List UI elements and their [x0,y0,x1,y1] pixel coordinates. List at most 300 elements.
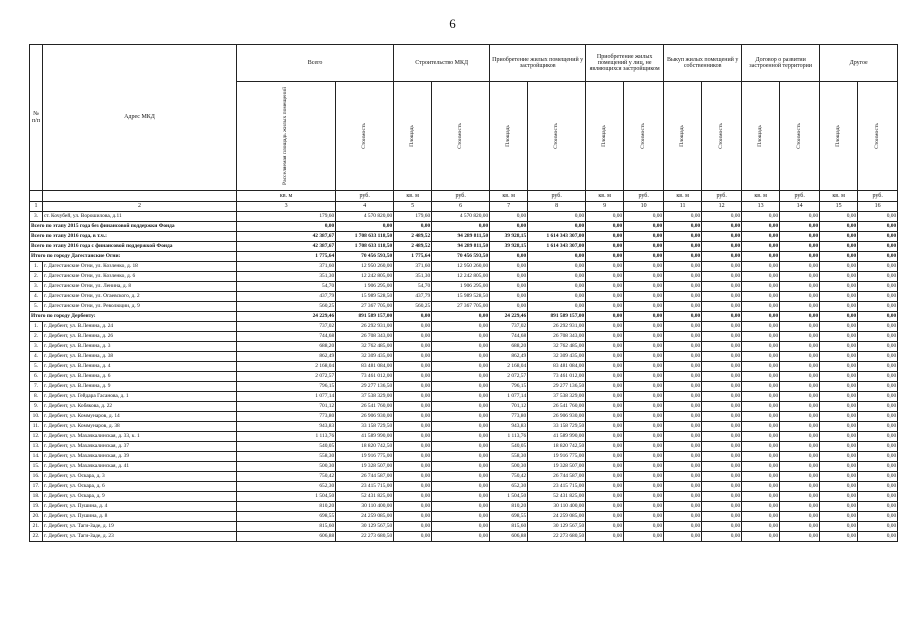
area-value: 1 077,14 [237,392,336,402]
cost-value: 0,00 [858,482,898,492]
table-row [30,462,898,472]
cost-value: 0,00 [858,452,898,462]
unit-area: кв. м [394,191,432,202]
cost-value: 27 367 705,00 [336,302,394,312]
area-value: 810,20 [490,502,528,512]
area-value: 0,00 [490,292,528,302]
area-value: 652,30 [237,482,336,492]
area-value: 0,00 [742,502,780,512]
cost-value: 0,00 [528,262,586,272]
area-value: 0,00 [664,492,702,502]
row-number: 16. [30,472,43,482]
cost-value: 41 589 990,00 [336,432,394,442]
table-row [30,272,898,282]
cost-value: 0,00 [624,512,664,522]
cost-value: 0,00 [702,222,742,232]
area-value: 0,00 [394,312,432,322]
cost-value: 26 744 587,00 [336,472,394,482]
area-value: 0,00 [237,222,336,232]
cost-value: 0,00 [432,422,490,432]
area-value: 0,00 [586,472,624,482]
area-value: 0,00 [820,232,858,242]
area-value: 0,00 [742,302,780,312]
cost-value: 0,00 [624,452,664,462]
address-cell: г. Дербент, ул. Коммунаров, д. 14 [43,412,237,422]
cost-value: 73 461 012,00 [336,372,394,382]
cost-value: 0,00 [624,502,664,512]
cost-value: 0,00 [624,402,664,412]
row-number: 21. [30,522,43,532]
sub-header-cost: Стоимость [528,82,586,191]
area-value: 0,00 [742,442,780,452]
cost-value: 0,00 [780,462,820,472]
cost-value: 0,00 [624,422,664,432]
table-row [30,492,898,502]
area-value: 0,00 [742,252,780,262]
cost-value: 0,00 [624,232,664,242]
cost-value: 0,00 [702,322,742,332]
address-cell: г. Дербент, ул. В.Ленина, д. 9 [43,382,237,392]
area-value: 0,00 [586,352,624,362]
cost-value: 0,00 [858,412,898,422]
address-cell: г. Дербент, ул. Оскара, д. 9 [43,492,237,502]
area-value: 500,30 [237,462,336,472]
cost-value: 1 708 633 118,50 [336,242,394,252]
cost-value: 1 614 343 307,00 [528,232,586,242]
cost-value: 0,00 [780,522,820,532]
cost-value: 0,00 [624,412,664,422]
cost-value: 0,00 [858,352,898,362]
cost-value: 24 259 085,00 [528,512,586,522]
resettlement-table [29,44,898,542]
address-cell: г. Дербент, ул. Оскара, д. 6 [43,482,237,492]
area-value: 688,20 [237,342,336,352]
cost-value: 0,00 [702,272,742,282]
cost-value: 0,00 [624,332,664,342]
cost-value: 0,00 [528,282,586,292]
cost-value: 0,00 [780,452,820,462]
area-value: 0,00 [742,412,780,422]
cost-value: 0,00 [702,402,742,412]
area-value: 0,00 [394,522,432,532]
table-row [30,402,898,412]
cost-value: 0,00 [624,322,664,332]
area-value: 0,00 [490,282,528,292]
area-value: 0,00 [490,262,528,272]
area-value: 744,68 [490,332,528,342]
cost-value: 0,00 [858,432,898,442]
cost-value: 4 570 820,00 [432,212,490,222]
cost-value: 0,00 [780,322,820,332]
cost-value: 26 708 343,00 [336,332,394,342]
area-value: 0,00 [664,532,702,542]
area-value: 0,00 [742,472,780,482]
group-header-total: Всего [237,45,394,82]
cost-value: 19 328 507,00 [336,462,394,472]
area-value: 0,00 [742,452,780,462]
cost-value: 0,00 [432,332,490,342]
area-value: 0,00 [742,492,780,502]
row-number: 9. [30,402,43,412]
address-cell: г. Дербент, ул. Пушина, д. 8 [43,512,237,522]
sub-header-cost: Стоимость [624,82,664,191]
area-value: 1 504,50 [237,492,336,502]
area-value: 0,00 [742,532,780,542]
area-value: 39 928,15 [490,232,528,242]
area-value: 0,00 [586,302,624,312]
cost-value: 0,00 [702,282,742,292]
area-value: 0,00 [394,432,432,442]
area-value: 1 077,14 [490,392,528,402]
cost-value: 0,00 [858,372,898,382]
cost-value: 26 292 931,00 [336,322,394,332]
table-row [30,522,898,532]
area-value: 0,00 [664,272,702,282]
sub-header-area: Расселяемая площадь жилых помещений [237,82,336,191]
column-index: 4 [336,202,394,212]
cost-value: 29 277 136,50 [528,382,586,392]
area-value: 0,00 [820,302,858,312]
area-value: 0,00 [742,332,780,342]
cost-value: 0,00 [624,292,664,302]
cost-value: 0,00 [624,442,664,452]
cost-value: 22 273 680,50 [336,532,394,542]
cost-value: 0,00 [702,412,742,422]
cost-value: 0,00 [702,252,742,262]
cost-value: 1 906 295,00 [432,282,490,292]
column-index: 11 [664,202,702,212]
area-value: 0,00 [394,372,432,382]
area-value: 540,05 [490,442,528,452]
area-value: 2 168,04 [490,362,528,372]
cost-value: 30 129 567,50 [528,522,586,532]
cost-value: 0,00 [702,432,742,442]
area-value: 0,00 [664,222,702,232]
unit-area: кв. м [742,191,780,202]
group-header-territory: Договор о развитии застроенной территории [742,45,820,82]
column-index: 12 [702,202,742,212]
cost-value: 0,00 [624,222,664,232]
area-value: 0,00 [490,302,528,312]
cost-value: 32 309 435,00 [528,352,586,362]
cost-value: 0,00 [858,222,898,232]
row-number-header: № п/п [30,45,43,191]
address-cell: г. Дербент, ул. В.Ленина, д. 3 [43,342,237,352]
area-value: 1 775,64 [237,252,336,262]
cost-value: 4 570 820,00 [336,212,394,222]
cost-value: 0,00 [702,392,742,402]
address-cell: г. Дербент, ул. В.Ленина, д. 24 [43,322,237,332]
area-value: 698,55 [237,512,336,522]
area-value: 810,20 [237,502,336,512]
area-value: 0,00 [820,292,858,302]
cost-value: 0,00 [432,312,490,322]
cost-value: 0,00 [432,462,490,472]
area-value: 0,00 [742,512,780,522]
area-value: 0,00 [586,232,624,242]
area-value: 0,00 [820,432,858,442]
table-row [30,342,898,352]
area-value: 0,00 [394,502,432,512]
cost-value: 0,00 [780,262,820,272]
cost-value: 0,00 [780,512,820,522]
address-cell: г. Дербент, ул. Махачкалинская, д. 39 [43,452,237,462]
column-index: 6 [432,202,490,212]
cost-value: 0,00 [780,492,820,502]
cost-value: 0,00 [780,362,820,372]
cost-value: 0,00 [432,472,490,482]
row-number: 5. [30,302,43,312]
row-number: 3. [30,342,43,352]
address-cell: г. Дербент, ул. Оскара, д. 3 [43,472,237,482]
cost-value: 0,00 [858,442,898,452]
column-index: 3 [237,202,336,212]
cost-value: 70 456 593,50 [432,252,490,262]
cost-value: 0,00 [858,212,898,222]
table-row [30,332,898,342]
row-number: 11. [30,422,43,432]
cost-value: 0,00 [780,282,820,292]
cost-value: 0,00 [624,372,664,382]
area-value: 24 229,46 [490,312,528,322]
summary-row [30,222,898,232]
column-index: 14 [780,202,820,212]
cost-value: 0,00 [624,362,664,372]
summary-row [30,232,898,242]
area-value: 0,00 [586,222,624,232]
row-number: 10. [30,412,43,422]
area-value: 0,00 [664,242,702,252]
area-value: 0,00 [742,212,780,222]
area-value: 0,00 [820,342,858,352]
area-value: 0,00 [394,222,432,232]
cost-value: 0,00 [432,442,490,452]
area-value: 0,00 [742,312,780,322]
area-value: 0,00 [394,392,432,402]
cost-value: 0,00 [624,262,664,272]
unit-cost: руб. [858,191,898,202]
column-index: 10 [624,202,664,212]
unit-cost: руб. [702,191,742,202]
cost-value: 83 481 084,00 [336,362,394,372]
cost-value: 0,00 [858,252,898,262]
area-value: 0,00 [586,392,624,402]
cost-value: 0,00 [780,442,820,452]
unit-cost: руб. [624,191,664,202]
group-header-non-developers: Приобретение жилых помещений у лиц, не являющихся застройщиком [586,45,664,82]
area-value: 371,60 [237,262,336,272]
cost-value: 0,00 [858,492,898,502]
area-value: 0,00 [394,412,432,422]
cost-value: 0,00 [780,482,820,492]
cost-value: 0,00 [528,222,586,232]
cost-value: 23 415 715,00 [336,482,394,492]
row-number: 1. [30,262,43,272]
area-value: 862,49 [490,352,528,362]
cost-value: 0,00 [858,322,898,332]
area-value: 0,00 [394,452,432,462]
area-value: 0,00 [394,472,432,482]
area-value: 0,00 [664,522,702,532]
area-value: 0,00 [664,362,702,372]
sub-header-area: Площадь [394,82,432,191]
cost-value: 0,00 [858,422,898,432]
area-value: 0,00 [394,352,432,362]
area-value: 0,00 [664,252,702,262]
cost-value: 32 309 435,00 [336,352,394,362]
area-value: 0,00 [742,372,780,382]
table-row [30,432,898,442]
cost-value: 26 906 930,00 [528,412,586,422]
row-number: 4. [30,352,43,362]
cost-value: 0,00 [624,472,664,482]
cost-value: 0,00 [624,252,664,262]
address-cell: г. Дагестанские Огни, ул. Козленко, д. 6 [43,272,237,282]
column-index: 7 [490,202,528,212]
cost-value: 1 614 343 307,00 [528,242,586,252]
cost-value: 0,00 [432,362,490,372]
cost-value: 0,00 [780,332,820,342]
area-value: 0,00 [742,462,780,472]
area-value: 2 072,57 [490,372,528,382]
row-number: 5. [30,362,43,372]
cost-value: 0,00 [780,352,820,362]
table-row [30,412,898,422]
cost-value: 0,00 [780,412,820,422]
area-value: 744,68 [237,332,336,342]
area-value: 943,83 [490,422,528,432]
area-value: 0,00 [664,212,702,222]
cost-value: 0,00 [702,342,742,352]
cost-value: 37 538 329,00 [336,392,394,402]
area-value: 0,00 [586,422,624,432]
cost-value: 0,00 [432,432,490,442]
cost-value: 12 950 260,00 [432,262,490,272]
cost-value: 29 277 136,50 [336,382,394,392]
cost-value: 0,00 [858,362,898,372]
area-value: 0,00 [664,442,702,452]
cost-value: 0,00 [702,442,742,452]
cost-value: 0,00 [702,302,742,312]
cost-value: 0,00 [702,462,742,472]
area-value: 0,00 [490,272,528,282]
cost-value: 0,00 [780,212,820,222]
area-value: 737,02 [490,322,528,332]
table-row [30,452,898,462]
area-value: 1 775,64 [394,252,432,262]
area-value: 500,30 [490,462,528,472]
area-value: 0,00 [820,492,858,502]
area-value: 0,00 [742,432,780,442]
area-value: 0,00 [394,492,432,502]
column-index: 8 [528,202,586,212]
area-value: 0,00 [586,492,624,502]
summary-row [30,242,898,252]
area-value: 0,00 [820,482,858,492]
area-value: 0,00 [820,442,858,452]
address-cell: г. Дербент, ул. Пушина, д. 4 [43,502,237,512]
cost-value: 0,00 [702,372,742,382]
area-value: 701,12 [237,402,336,412]
cost-value: 0,00 [702,332,742,342]
area-value: 701,12 [490,402,528,412]
cost-value: 0,00 [624,532,664,542]
cost-value: 18 820 742,50 [528,442,586,452]
area-value: 0,00 [742,392,780,402]
area-value: 1 113,76 [237,432,336,442]
area-value: 0,00 [820,312,858,322]
area-value: 0,00 [664,482,702,492]
area-value: 0,00 [586,272,624,282]
area-value: 2 072,57 [237,372,336,382]
units-row [30,191,898,202]
row-number: 18. [30,492,43,502]
address-cell: г. Дербент, ул. Махачкалинская, д. 41 [43,462,237,472]
area-value: 0,00 [742,222,780,232]
area-value: 351,30 [394,272,432,282]
cost-value: 0,00 [624,392,664,402]
area-value: 0,00 [394,342,432,352]
area-value: 0,00 [820,502,858,512]
area-value: 750,42 [237,472,336,482]
area-value: 0,00 [820,272,858,282]
address-cell: г. Дагестанские Огни, ул. Революции, д. 9 [43,302,237,312]
cost-value: 26 906 930,00 [336,412,394,422]
area-value: 0,00 [586,372,624,382]
area-value: 815,60 [237,522,336,532]
cost-value: 0,00 [624,482,664,492]
cost-value: 0,00 [858,392,898,402]
area-value: 24 229,46 [237,312,336,322]
row-number: 15. [30,462,43,472]
area-value: 0,00 [820,472,858,482]
area-value: 943,83 [237,422,336,432]
cost-value: 0,00 [858,502,898,512]
area-value: 0,00 [586,532,624,542]
area-value: 2 168,04 [237,362,336,372]
unit-cost: руб. [336,191,394,202]
table-row [30,442,898,452]
summary-row [30,252,898,262]
cost-value: 0,00 [624,312,664,322]
cost-value: 0,00 [432,322,490,332]
area-value: 0,00 [664,232,702,242]
cost-value: 52 431 825,00 [528,492,586,502]
cost-value: 0,00 [780,302,820,312]
cost-value: 0,00 [858,532,898,542]
cost-value: 0,00 [702,492,742,502]
cost-value: 0,00 [702,232,742,242]
cost-value: 0,00 [624,242,664,252]
address-cell: г. Дербент, ул. Махачкалинская, д. 33, к. 1 [43,432,237,442]
area-value: 0,00 [742,422,780,432]
summary-label: Всего по этапу 2015 года без финансовой поддержки Фонда [30,222,237,232]
row-number: 17. [30,482,43,492]
table-row [30,502,898,512]
area-value: 0,00 [586,262,624,272]
summary-label: Всего по этапу 2016 года, в т.ч.: [30,232,237,242]
area-value: 0,00 [742,292,780,302]
address-cell: г. Дербент, ул. Таги-Заде, д. 19 [43,522,237,532]
address-header: Адрес МКД [43,45,237,191]
address-cell: г. Дагестанские Огни, ул. Ленина, д. 8 [43,282,237,292]
cost-value: 0,00 [702,512,742,522]
cost-value: 0,00 [336,222,394,232]
area-value: 0,00 [394,462,432,472]
area-value: 0,00 [664,502,702,512]
address-cell: г. Дербент, ул. Гейдара Гасанова, д. 1 [43,392,237,402]
cost-value: 0,00 [432,482,490,492]
